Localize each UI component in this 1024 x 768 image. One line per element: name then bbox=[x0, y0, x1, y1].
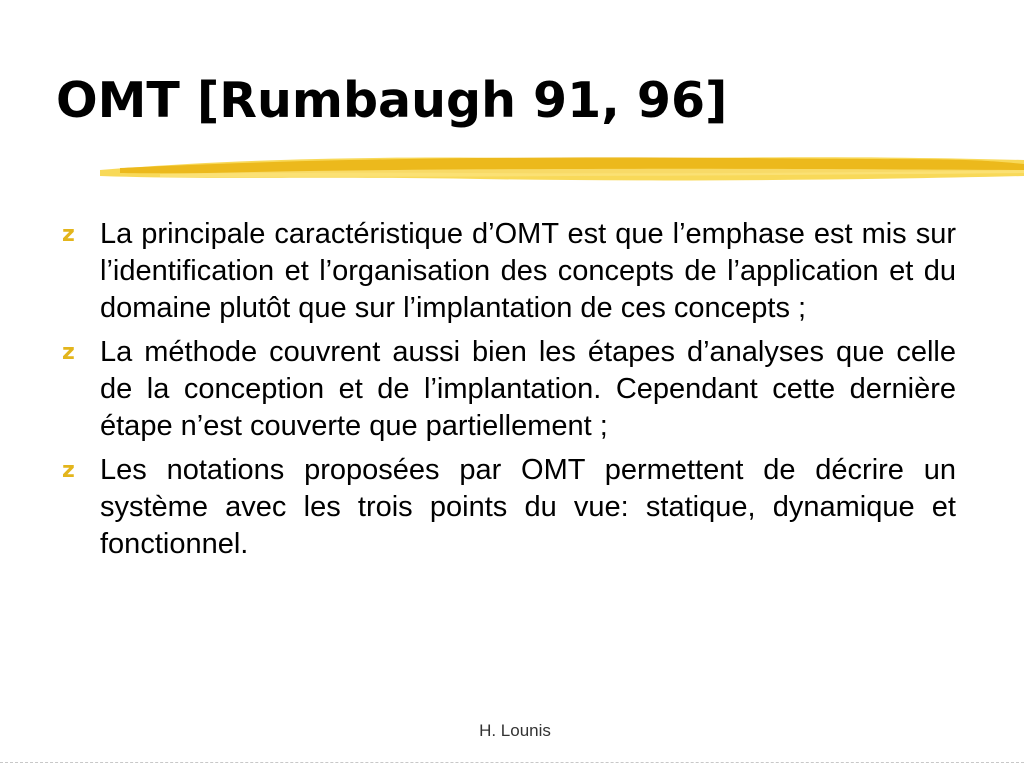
bullet-item bbox=[62, 452, 956, 563]
bullet-list bbox=[62, 216, 956, 570]
z-bullet-icon: z bbox=[62, 340, 75, 365]
footer-author: H. Lounis bbox=[479, 721, 551, 740]
bullet-text: Les notations proposées par OMT permettent de décrire un système avec les trois points du vue: statique, dynamique et fonctionnel. bbox=[100, 454, 956, 560]
bullet-text: La principale caractéristique d’OMT est que l’emphase est mis sur l’identification et l’organisation des concepts de l’application et du domaine plutôt que sur l’implantation de ces concepts ; bbox=[100, 218, 956, 324]
title-highlight-stroke bbox=[100, 146, 1024, 190]
z-bullet-icon: z bbox=[62, 222, 75, 247]
bullet-item bbox=[62, 334, 956, 445]
z-bullet-icon: z bbox=[62, 458, 75, 483]
slide-title: OMT [Rumbaugh 91, 96] bbox=[56, 72, 728, 129]
bullet-text: La méthode couvrent aussi bien les étapes d’analyses que celle de la conception et de l’implantation. Cependant cette dernière étape n’est couverte que partiellement ; bbox=[100, 336, 956, 442]
bullet-item bbox=[62, 216, 956, 327]
bottom-divider bbox=[0, 762, 1024, 763]
